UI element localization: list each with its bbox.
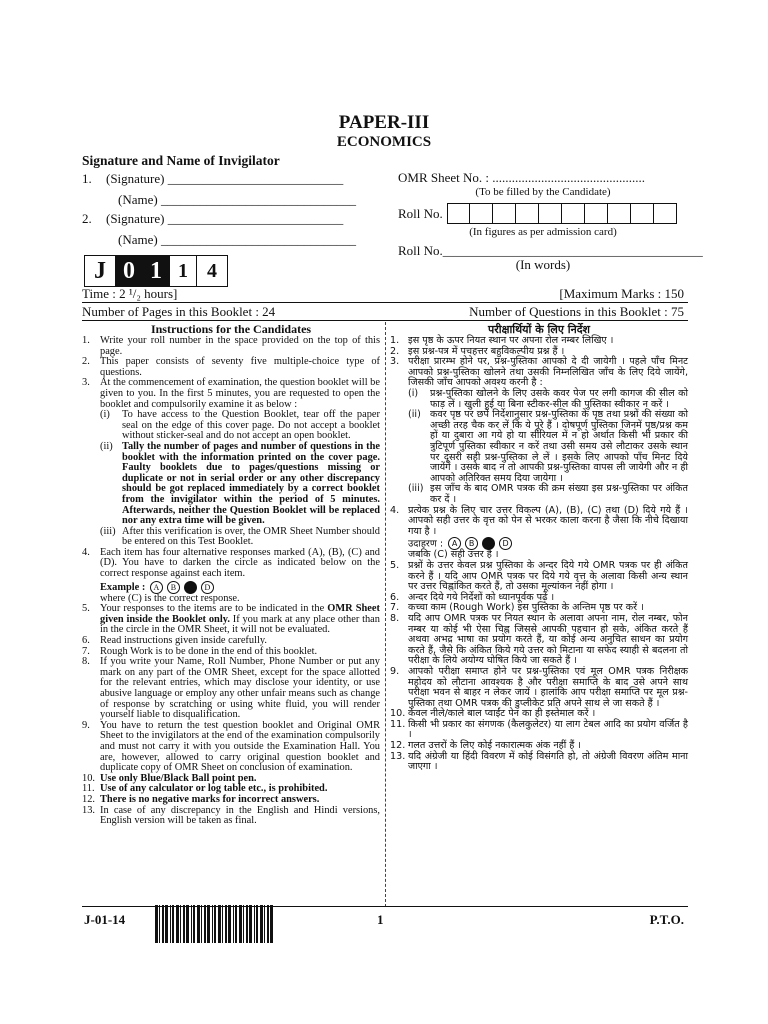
questions-count: Number of Questions in this Booklet : 75: [469, 304, 684, 319]
roll-number-boxes[interactable]: [447, 203, 677, 224]
signature-line-2: 2. (Signature) ___________________________: [82, 211, 344, 226]
pto-label: P.T.O.: [649, 912, 684, 927]
hindi-example: उदाहरण : A B C D: [408, 537, 688, 550]
english-heading: Instructions for the Candidates: [150, 322, 312, 336]
english-instructions: [82, 323, 380, 827]
instruction-7: 7. Rough Work is to be done in the end of this booklet.: [82, 645, 318, 657]
name-line-1: (Name) ______________________________: [118, 192, 356, 207]
instruction-5: 5. Your responses to the items are to be indicated in the OMR Sheet given inside the Booklet only. If you mark at any place other than in the circle in the OMR Sheet, it will not be evaluated.: [82, 603, 380, 636]
pages-count: Number of Pages in this Booklet : 24: [82, 304, 276, 319]
hindi-instruction-12: 12. गलत उत्तरों के लिए कोई नकारात्मक अंक नहीं हैं ।: [390, 740, 582, 752]
name-line-2: (Name) ______________________________: [118, 232, 356, 247]
hindi-heading: परीक्षार्थियों के लिए निर्देश: [487, 323, 591, 336]
instruction-10: 10. Use only Blue/Black Ball point pen.: [82, 772, 257, 784]
english-example: Example : A B C D: [100, 581, 380, 594]
option-d-circle: D: [499, 537, 512, 550]
hindi-instruction-11: 11. किसी भी प्रकार का संगणक (कैलकुलेटर) या लाग टेबल आदि का प्रयोग वर्जित है ।: [390, 718, 688, 741]
barcode: [155, 905, 273, 943]
instruction-3-ii: (ii) Tally the number of pages and number of questions in the booklet with the information printed on the cover page. Faulty booklets due to pages/questions missing or duplicate or not in serial order or any other discrepancy should be got replaced immediately by a correct booklet from the invigilator within the period of 5 minutes. Afterwards, neither the Question Booklet will be replaced nor any extra time will be given.: [100, 440, 380, 527]
roll-words-note: (In words): [515, 257, 571, 272]
hindi-instruction-3: 3. परीक्षा प्रारम्भ होने पर, प्रश्न-पुस्तिका आपको दे दी जायेगी । पहले पाँच मिनट आपको प्रश्न-पुस्तिका खोलने तथा उसकी निम्नलिखित जाँच के लिए दिये जायेंगे, जिसकी जाँच आपको अवश्य करनी है :: [390, 356, 688, 389]
roll-number-words: Roll No.________________________________________: [398, 243, 703, 258]
roll-number-note: (In figures as per admission card): [469, 226, 617, 238]
instruction-6: 6. Read instructions given inside carefully.: [82, 635, 267, 647]
option-b-circle: B: [167, 581, 180, 594]
hindi-instruction-3-iii: (iii) इस जाँच के बाद OMR पत्रक की क्रम संख्या इस प्रश्न-पुस्तिका पर अंकित कर दें ।: [408, 483, 688, 505]
hindi-instruction-10: 10. केवल नीले/काले बाल प्वाईंट पेन का ही इस्तेमाल करें ।: [390, 708, 596, 720]
instruction-12: 12. There is no negative marks for incorrect answers.: [82, 793, 320, 805]
instruction-3-i: (i) To have access to the Question Booklet, tear off the paper seal on the edge of this cover page. Do not accept a booklet without sticker-seal and do not accept an open booklet.: [100, 409, 380, 442]
subject-title: ECONOMICS: [336, 134, 432, 150]
page-number: 1: [377, 912, 384, 927]
option-a-circle: A: [150, 581, 163, 594]
english-example-note: where (C) is the correct response.: [100, 592, 240, 604]
hindi-instruction-2: 2. इस प्रश्न-पत्र में पचहत्तर बहुविकल्पीय प्रश्न हैं ।: [390, 345, 565, 357]
hindi-instruction-9: 9. आपको परीक्षा समाप्त होने पर प्रश्न-पुस्तिका एवं मूल OMR पत्रक निरीक्षक महोदय को लौटाना आवश्यक है और परीक्षा समाप्ति के बाद उसे अपने साथ परीक्षा भवन से बाहर न लेकर जायें । हालांकि आप परीक्षा समाप्ति पर मूल प्रश्न-पुस्तिका तथा OMR पत्रक की डुप्लीकेट प्रति अपने साथ ले जा सकते हैं ।: [390, 665, 688, 709]
hindi-instruction-4: 4. प्रत्येक प्रश्न के लिए चार उत्तर विकल्प (A), (B), (C) तथा (D) दिये गये हैं । आपको सही उत्तर के वृत्त को पेन से भरकर काला करना है जैसा कि नीचे दिखाया गया है ।: [390, 504, 688, 537]
instruction-4: 4. Each item has four alternative responses marked (A), (B), (C) and (D). You have to darken the circle as indicated below on the correct response against each item.: [82, 546, 380, 580]
hindi-instruction-7: 7. कच्चा काम (Rough Work) इस पुस्तिका के अन्तिम पृष्ठ पर करें ।: [390, 602, 644, 614]
instruction-13: 13. In case of any discrepancy in the English and Hindi versions, English version will be taken as final.: [82, 804, 380, 827]
roll-number-figures: [398, 203, 677, 224]
instruction-3-iii: (iii) After this verification is over, the OMR Sheet Number should be entered on this Test Booklet.: [100, 525, 380, 548]
instruction-2: 2. This paper consists of seventy five multiple-choice type of questions.: [82, 356, 380, 378]
divider: [82, 320, 688, 321]
hindi-instruction-6: 6. अन्दर दिये गये निर्देशों को ध्यानपूर्वक पढ़ें ।: [390, 591, 555, 603]
hindi-instruction-5: 5. प्रश्नों के उत्तर केवल प्रश्न पुस्तिका के अन्दर दिये गये OMR पत्रक पर ही अंकित करने हैं । यदि आप OMR पत्रक पर दिये गये वृत्त के अलावा किसी अन्य स्थान पर उत्तर चिह्नांकित करते हैं, तो उसका मूल्यांकन नहीं होगा ।: [390, 559, 688, 593]
paper-code-box: [84, 255, 228, 287]
omr-sheet-note: (To be filled by the Candidate): [475, 186, 611, 198]
divider: [82, 302, 688, 303]
hindi-instructions: [390, 323, 688, 773]
code-cell: J: [85, 256, 116, 286]
code-cell: 1: [143, 256, 170, 286]
footer-code: J-01-14: [84, 912, 126, 927]
option-c-filled-circle: C: [184, 581, 197, 594]
omr-sheet-number: OMR Sheet No. : ...............................................: [398, 170, 645, 185]
time-allowed: Time : 2 ¹/₂ hours]: [82, 286, 178, 301]
roll-number-label: Roll No.: [398, 205, 443, 221]
invigilator-heading: Signature and Name of Invigilator: [82, 153, 280, 168]
option-d-circle: D: [201, 581, 214, 594]
option-a-circle: A: [448, 537, 461, 550]
signature-line-1: 1. (Signature) ___________________________: [82, 171, 344, 186]
maximum-marks: [Maximum Marks : 150: [559, 286, 684, 301]
code-cell: 1: [170, 256, 197, 286]
instruction-9: 9. You have to return the test question booklet and Original OMR Sheet to the invigilators at the end of the examination compulsorily and must not carry it with you outside the Examination Hall. You are, however, allowed to carry original question booklet and duplicate copy of OMR Sheet on conclusion of examination.: [82, 719, 380, 774]
instruction-8: 8. If you write your Name, Roll Number, Phone Number or put any mark on any part of the OMR Sheet, except for the space allotted for the relevant entries, which may disclose your identity, or use abusive language or employ any other unfair means such as change of response by scratching or using white fluid, you will render yourself liable to disqualification.: [82, 656, 380, 721]
hindi-example-note: जबकि (C) सही उत्तर है ।: [408, 549, 499, 561]
option-b-circle: B: [465, 537, 478, 550]
code-cell: 4: [207, 259, 217, 282]
hindi-instruction-3-ii: (ii) कवर पृष्ठ पर छपे निर्देशानुसार प्रश्न-पुस्तिका के पृष्ठ तथा प्रश्नों की संख्या को अच्छी तरह चैक कर लें कि ये पूरे हैं । दोषपूर्ण पुस्तिका जिनमें पृष्ठ/प्रश्न कम हों या दुबारा आ गये हो या सीरियल में न हो अर्थात किसी भी प्रकार की त्रुटिपूर्ण पुस्तिका स्वीकार न करें तथा उसी समय उसे लौटाकर उसके स्थान पर दूसरी सही प्रश्न-पुस्तिका ले लें । इसके लिए आपको पाँच मिनट दिये जायेंगे । उसके बाद न तो आपकी प्रश्न-पुस्तिका वापस ली जायेगी और न ही आपको अतिरिक्त समय दिया जायेगा ।: [408, 409, 688, 484]
page-title: PAPER-III: [338, 112, 430, 133]
hindi-instruction-1: 1. इस पृष्ठ के ऊपर नियत स्थान पर अपना रोल नम्बर लिखिए ।: [390, 335, 614, 346]
hindi-instruction-13: 13. यदि अंग्रेजी या हिंदी विवरण में कोई विसंगति हो, तो अंग्रेजी विवरण अंतिम माना जाएगा ।: [390, 750, 688, 773]
column-divider: [385, 322, 386, 907]
hindi-instruction-8: 8. यदि आप OMR पत्रक पर नियत स्थान के अलावा अपना नाम, रोल नम्बर, फोन नम्बर या कोई भी ऐसा चिह्न जिससे आपकी पहचान हो सके, अंकित करते हैं अथवा अभद्र भाषा का प्रयोग करते हैं, या कोई अन्य अनुचित साधन का प्रयोग करते हैं, जैसे कि अंकित किये गये उत्तर को मिटाना या सफेद स्याही से बदलना तो परीक्षा के लिये अयोग्य घोषित किये जा सकते हैं ।: [390, 612, 688, 667]
instruction-3: 3. At the commencement of examination, the question booklet will be given to you. In the first 5 minutes, you are requested to open the booklet and compulsorily examine it as below :: [82, 377, 380, 410]
instruction-1: 1. Write your roll number in the space provided on the top of this page.: [82, 335, 380, 357]
code-cell: 0: [116, 256, 143, 286]
hindi-instruction-3-i: (i) प्रश्न-पुस्तिका खोलने के लिए उसके कवर पेज पर लगी कागज की सील को फाड़ लें । खुली हुई या बिना स्टीकर-सील की पुस्तिका स्वीकार न करें ।: [408, 387, 688, 410]
option-c-filled-circle: C: [482, 537, 495, 550]
instruction-11: 11. Use of any calculator or log table etc., is prohibited.: [82, 783, 328, 795]
